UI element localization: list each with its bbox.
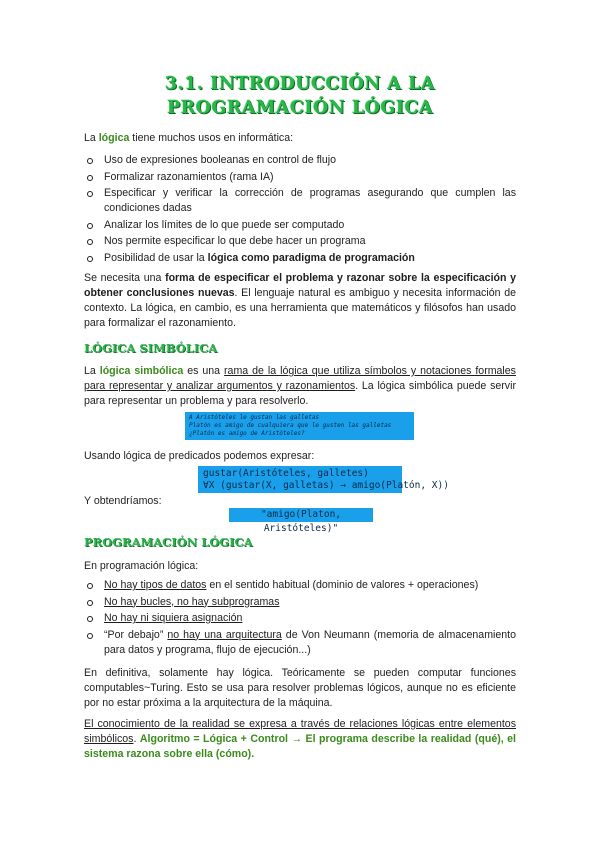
list-item: Nos permite especificar lo que debe hacer un programa	[84, 234, 516, 249]
bullet-icon	[87, 633, 93, 639]
programming-list	[84, 578, 516, 659]
bullet-icon	[87, 223, 93, 229]
conclusion-box: "amigo(Platon, Aristóteles)"	[229, 508, 373, 522]
bullet-icon	[87, 616, 93, 622]
bullet-icon	[87, 175, 93, 181]
list-item: No hay ni siquiera asignación	[84, 611, 516, 626]
list-item: No hay bucles, no hay subprogramas	[84, 595, 516, 610]
example-natural-language-box: A Aristóteles le gustan las galletas Platón es amigo de cualquiera que le gusten las galletas ¿Platón es amigo de Aristóteles?	[185, 412, 414, 440]
bullet-icon	[87, 239, 93, 245]
section-heading-logica-simbolica: LÓGICA SIMBÓLICA	[84, 341, 218, 355]
list-item: Especificar y verificar la corrección de programas asegurando que cumplen las condiciones dadas	[84, 186, 516, 216]
paragraph-logica-simbolica: La lógica simbólica es una rama de la lógica que utiliza símbolos y notaciones formales para representar y analizar argumentos y razonamientos. La lógica simbólica puede servir para representar un problema y para resolverlo.	[84, 365, 516, 407]
bullet-icon	[87, 583, 93, 589]
paragraph-conclusion: En definitiva, solamente hay lógica. Teóricamente se pueden computar funciones computables~Turing. Esto se usa para resolver problemas lógicos, aunque no es eficiente por no estar próxima a la arquitectura de la máquina.	[84, 667, 516, 709]
keyword-logica: lógica	[98, 132, 130, 144]
uses-list	[84, 153, 516, 267]
bullet-icon	[87, 256, 93, 262]
predicates-intro: Usando lógica de predicados podemos expresar:	[84, 450, 315, 462]
obtain-text: Y obtendríamos:	[84, 495, 162, 507]
predicate-logic-box: gustar(Aristóteles, galletes) ∀X (gustar(X, galletas) → amigo(Platón, X))	[198, 466, 402, 493]
bullet-icon	[87, 191, 93, 197]
paragraph-specification: Se necesita una forma de especificar el problema y razonar sobre la especificación y obtener conclusiones nuevas. El lenguaje natural es ambiguo y necesita información de contexto. La lógica, en cambio, es una herramienta que matemáticos y filósofos han usado para formalizar el razonamiento.	[84, 272, 517, 329]
intro-paragraph: La lógica tiene muchos usos en informática:	[84, 132, 294, 144]
bullet-icon	[87, 600, 93, 606]
bullet-icon	[87, 158, 93, 164]
list-item: Posibilidad de usar la lógica como paradigma de programación	[84, 251, 516, 266]
list-item: Analizar los límites de lo que puede ser computado	[84, 218, 516, 233]
list-item: No hay tipos de datos en el sentido habitual (dominio de valores + operaciones)	[84, 578, 516, 593]
list-item: Formalizar razonamientos (rama IA)	[84, 170, 516, 185]
paragraph-algorithm: El conocimiento de la realidad se expresa a través de relaciones lógicas entre elementos simbólicos. Algoritmo = Lógica + Control → El programa describe la realidad (qué), el sistema razona sobre ella (cómo).	[84, 718, 517, 760]
list-item: Uso de expresiones booleanas en control de flujo	[84, 153, 516, 168]
page-title-line-2: PROGRAMACIÓN LÓGICA	[166, 98, 434, 118]
section-heading-programacion-logica: PROGRAMACIÓN LÓGICA	[84, 535, 253, 549]
keyword-logica-simbolica: lógica simbólica	[99, 365, 184, 377]
list-item: “Por debajo” no hay una arquitectura de Von Neumann (memoria de almacenamiento para datos y programa, flujo de ejecución...)	[84, 628, 516, 658]
programming-intro: En programación lógica:	[84, 560, 199, 572]
page-title-line-1: 3.1. INTRODUCCIÓN A LA	[165, 74, 435, 94]
